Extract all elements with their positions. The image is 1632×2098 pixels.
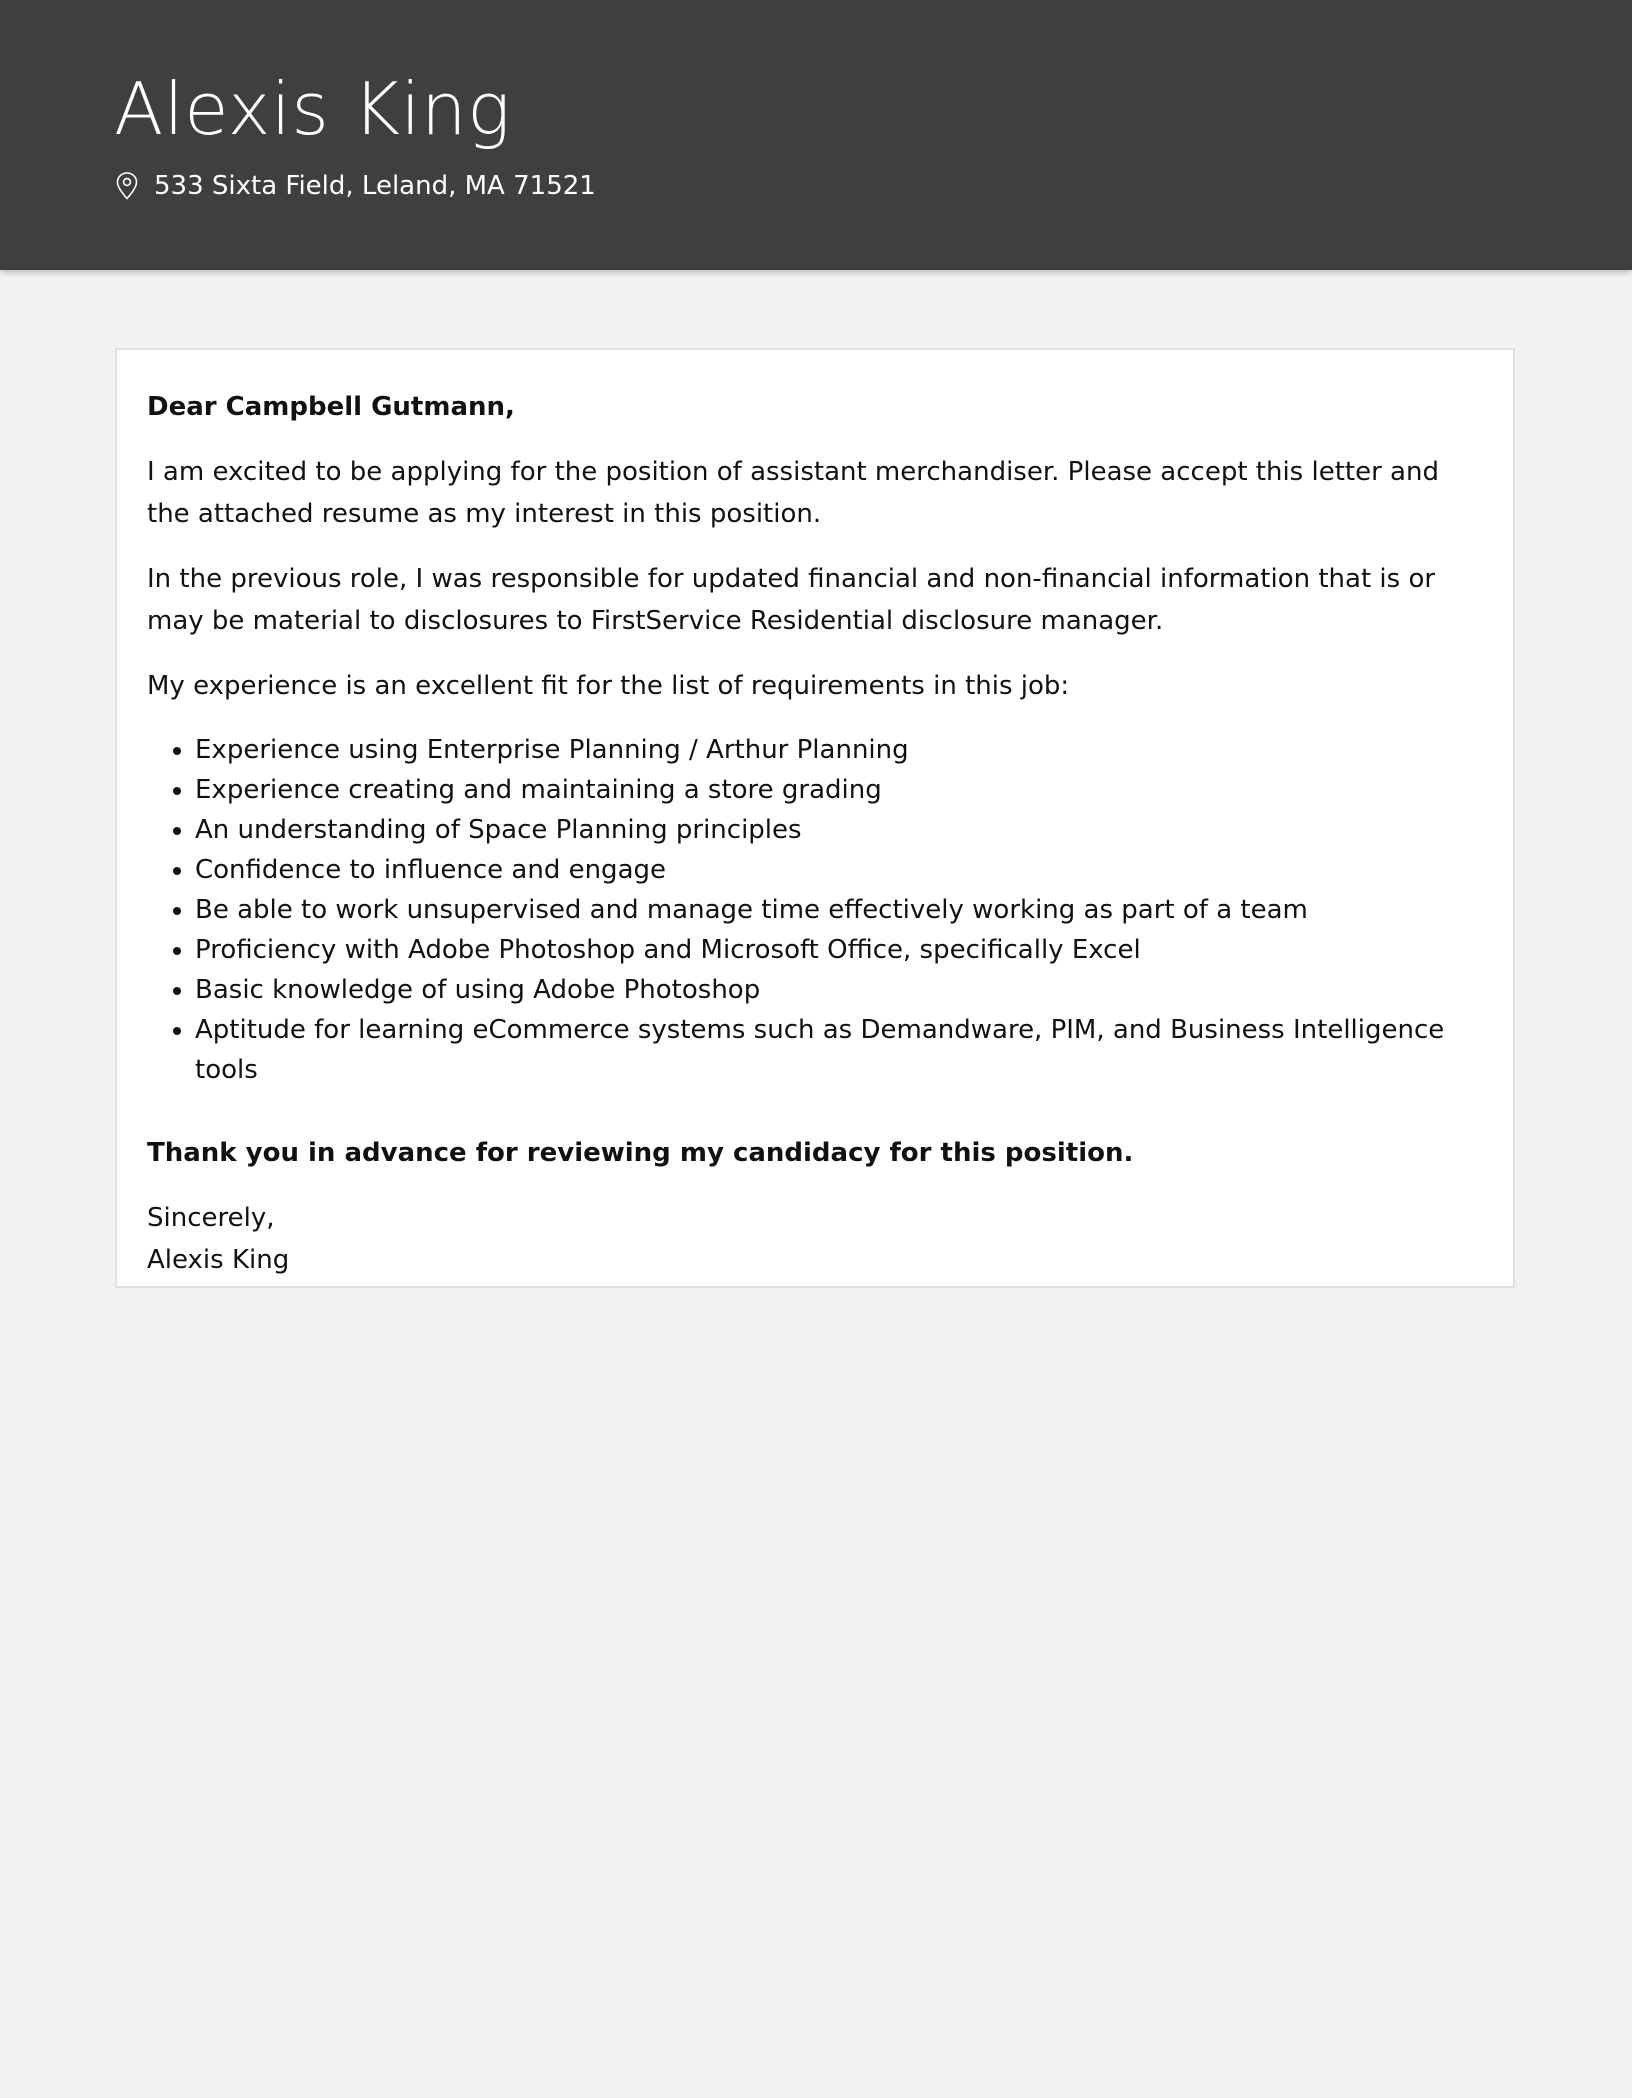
- list-item: • Confidence to influence and engage: [195, 850, 1483, 890]
- list-item: • Experience creating and maintaining a store grading: [195, 770, 1483, 810]
- letter-paragraph-intro: I am excited to be applying for the position of assistant merchandiser. Please accept this letter and the attached resume as my interest in this position.: [147, 457, 1439, 529]
- list-item: • Proficiency with Adobe Photoshop and Microsoft Office, specifically Excel: [195, 930, 1483, 970]
- letter-paragraph-experience: In the previous role, I was responsible for updated financial and non-financial information that is or may be material to disclosures to FirstService Residential disclosure manager.: [147, 564, 1436, 636]
- list-item: • Experience using Enterprise Planning / Arthur Planning: [195, 730, 1483, 770]
- letter-salutation: Dear Campbell Gutmann,: [147, 392, 515, 422]
- list-item: • Aptitude for learning eCommerce systems such as Demandware, PIM, and Business Intelligence tools: [195, 1010, 1483, 1090]
- map-pin-icon: [114, 171, 140, 201]
- letter-closing: Thank you in advance for reviewing my candidacy for this position.: [147, 1138, 1134, 1168]
- applicant-name: Alexis King: [114, 67, 511, 151]
- address-text: 533 Sixta Field, Leland, MA 71521: [154, 171, 596, 201]
- cover-letter-card: [115, 348, 1515, 1288]
- letter-paragraph-requirements-intro: My experience is an excellent fit for the list of requirements in this job:: [147, 671, 1070, 701]
- letter-signoff-block: [147, 1197, 1483, 1281]
- list-item: • Be able to work unsupervised and manage time effectively working as part of a team: [195, 890, 1483, 930]
- letter-signature: Alexis King: [147, 1245, 290, 1275]
- letter-signoff: Sincerely,: [147, 1203, 275, 1233]
- requirements-list: [147, 730, 1483, 1090]
- applicant-address: [114, 166, 596, 206]
- list-item: • An understanding of Space Planning principles: [195, 810, 1483, 850]
- header-banner: [0, 0, 1632, 270]
- list-item: • Basic knowledge of using Adobe Photoshop: [195, 970, 1483, 1010]
